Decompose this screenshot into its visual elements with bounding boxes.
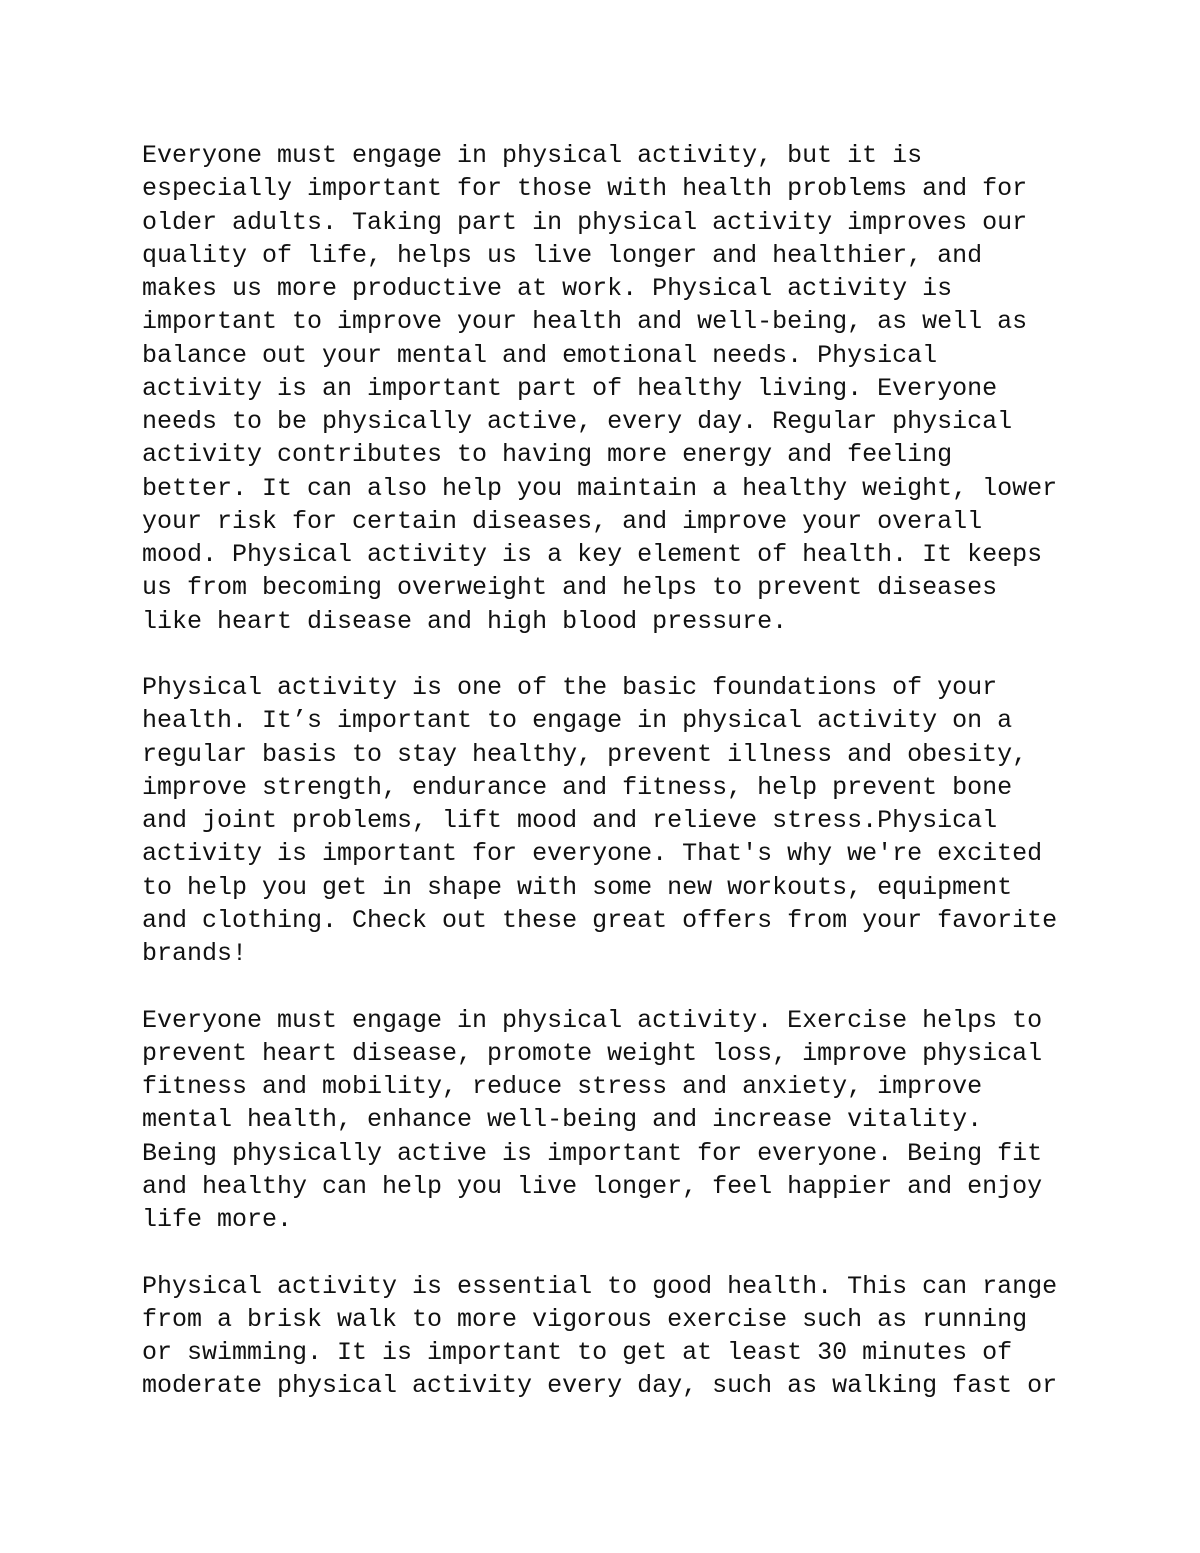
text-line: quality of life, helps us live longer and healthier, and [142, 240, 983, 270]
text-line: needs to be physically active, every day. Regular physical [142, 407, 1013, 436]
text-line: better. It can also help you maintain a healthy weight, lower [142, 473, 1058, 503]
text-line: or swimming. It is important to get at least 30 minutes of [142, 1338, 1013, 1367]
text-line: mood. Physical activity is a key element of health. It keeps [142, 540, 1043, 569]
paragraph-spacer [142, 638, 1142, 671]
text-line: fitness and mobility, reduce stress and anxiety, improve [142, 1072, 983, 1101]
text-line: balance out your mental and emotional needs. Physical [142, 340, 938, 370]
text-line: life more. [142, 1205, 293, 1234]
text-line: and healthy can help you live longer, feel happier and enjoy [142, 1171, 1043, 1201]
text-line: Everyone must engage in physical activity. Exercise helps to [142, 1005, 1043, 1035]
text-line: improve strength, endurance and fitness, help prevent bone [142, 772, 1013, 802]
paragraph [142, 139, 1142, 638]
text-line: your risk for certain diseases, and improve your overall [142, 506, 983, 536]
text-line: activity is an important part of healthy living. Everyone [142, 373, 998, 403]
paragraph-spacer [142, 970, 1142, 1003]
document-body [142, 139, 1142, 1403]
text-line: regular basis to stay healthy, prevent illness and obesity, [142, 739, 1028, 769]
text-line: mental health, enhance well-being and increase vitality. [142, 1105, 983, 1135]
text-line: and joint problems, lift mood and relieve stress.Physical [142, 806, 998, 835]
text-line: prevent heart disease, promote weight loss, improve physical [142, 1038, 1043, 1068]
text-line: Everyone must engage in physical activity, but it is [142, 141, 923, 170]
paragraph [142, 671, 1142, 970]
text-line: to help you get in shape with some new workouts, equipment [142, 872, 1013, 902]
text-line: activity contributes to having more energy and feeling [142, 440, 953, 470]
text-line: from a brisk walk to more vigorous exercise such as running [142, 1304, 1028, 1334]
text-line: Being physically active is important for everyone. Being fit [142, 1138, 1043, 1168]
text-line: makes us more productive at work. Physical activity is [142, 274, 953, 303]
text-line: activity is important for everyone. That's why we're excited [142, 839, 1043, 869]
text-line: health. It’s important to engage in physical activity on a [142, 706, 1013, 736]
text-line: brands! [142, 939, 248, 968]
text-line: us from becoming overweight and helps to prevent diseases [142, 573, 998, 603]
text-line: especially important for those with health problems and for [142, 174, 1028, 204]
paragraph [142, 1004, 1142, 1237]
text-line: like heart disease and high blood pressure. [142, 606, 788, 636]
text-line: and clothing. Check out these great offers from your favorite [142, 905, 1058, 935]
text-line: important to improve your health and well-being, as well as [142, 307, 1028, 337]
paragraph-spacer [142, 1236, 1142, 1269]
text-line: Physical activity is one of the basic foundations of your [142, 673, 998, 702]
text-line: Physical activity is essential to good health. This can range [142, 1271, 1058, 1301]
text-line: older adults. Taking part in physical activity improves our [142, 207, 1028, 237]
paragraph [142, 1270, 1142, 1403]
text-line: moderate physical activity every day, such as walking fast or [142, 1371, 1058, 1401]
